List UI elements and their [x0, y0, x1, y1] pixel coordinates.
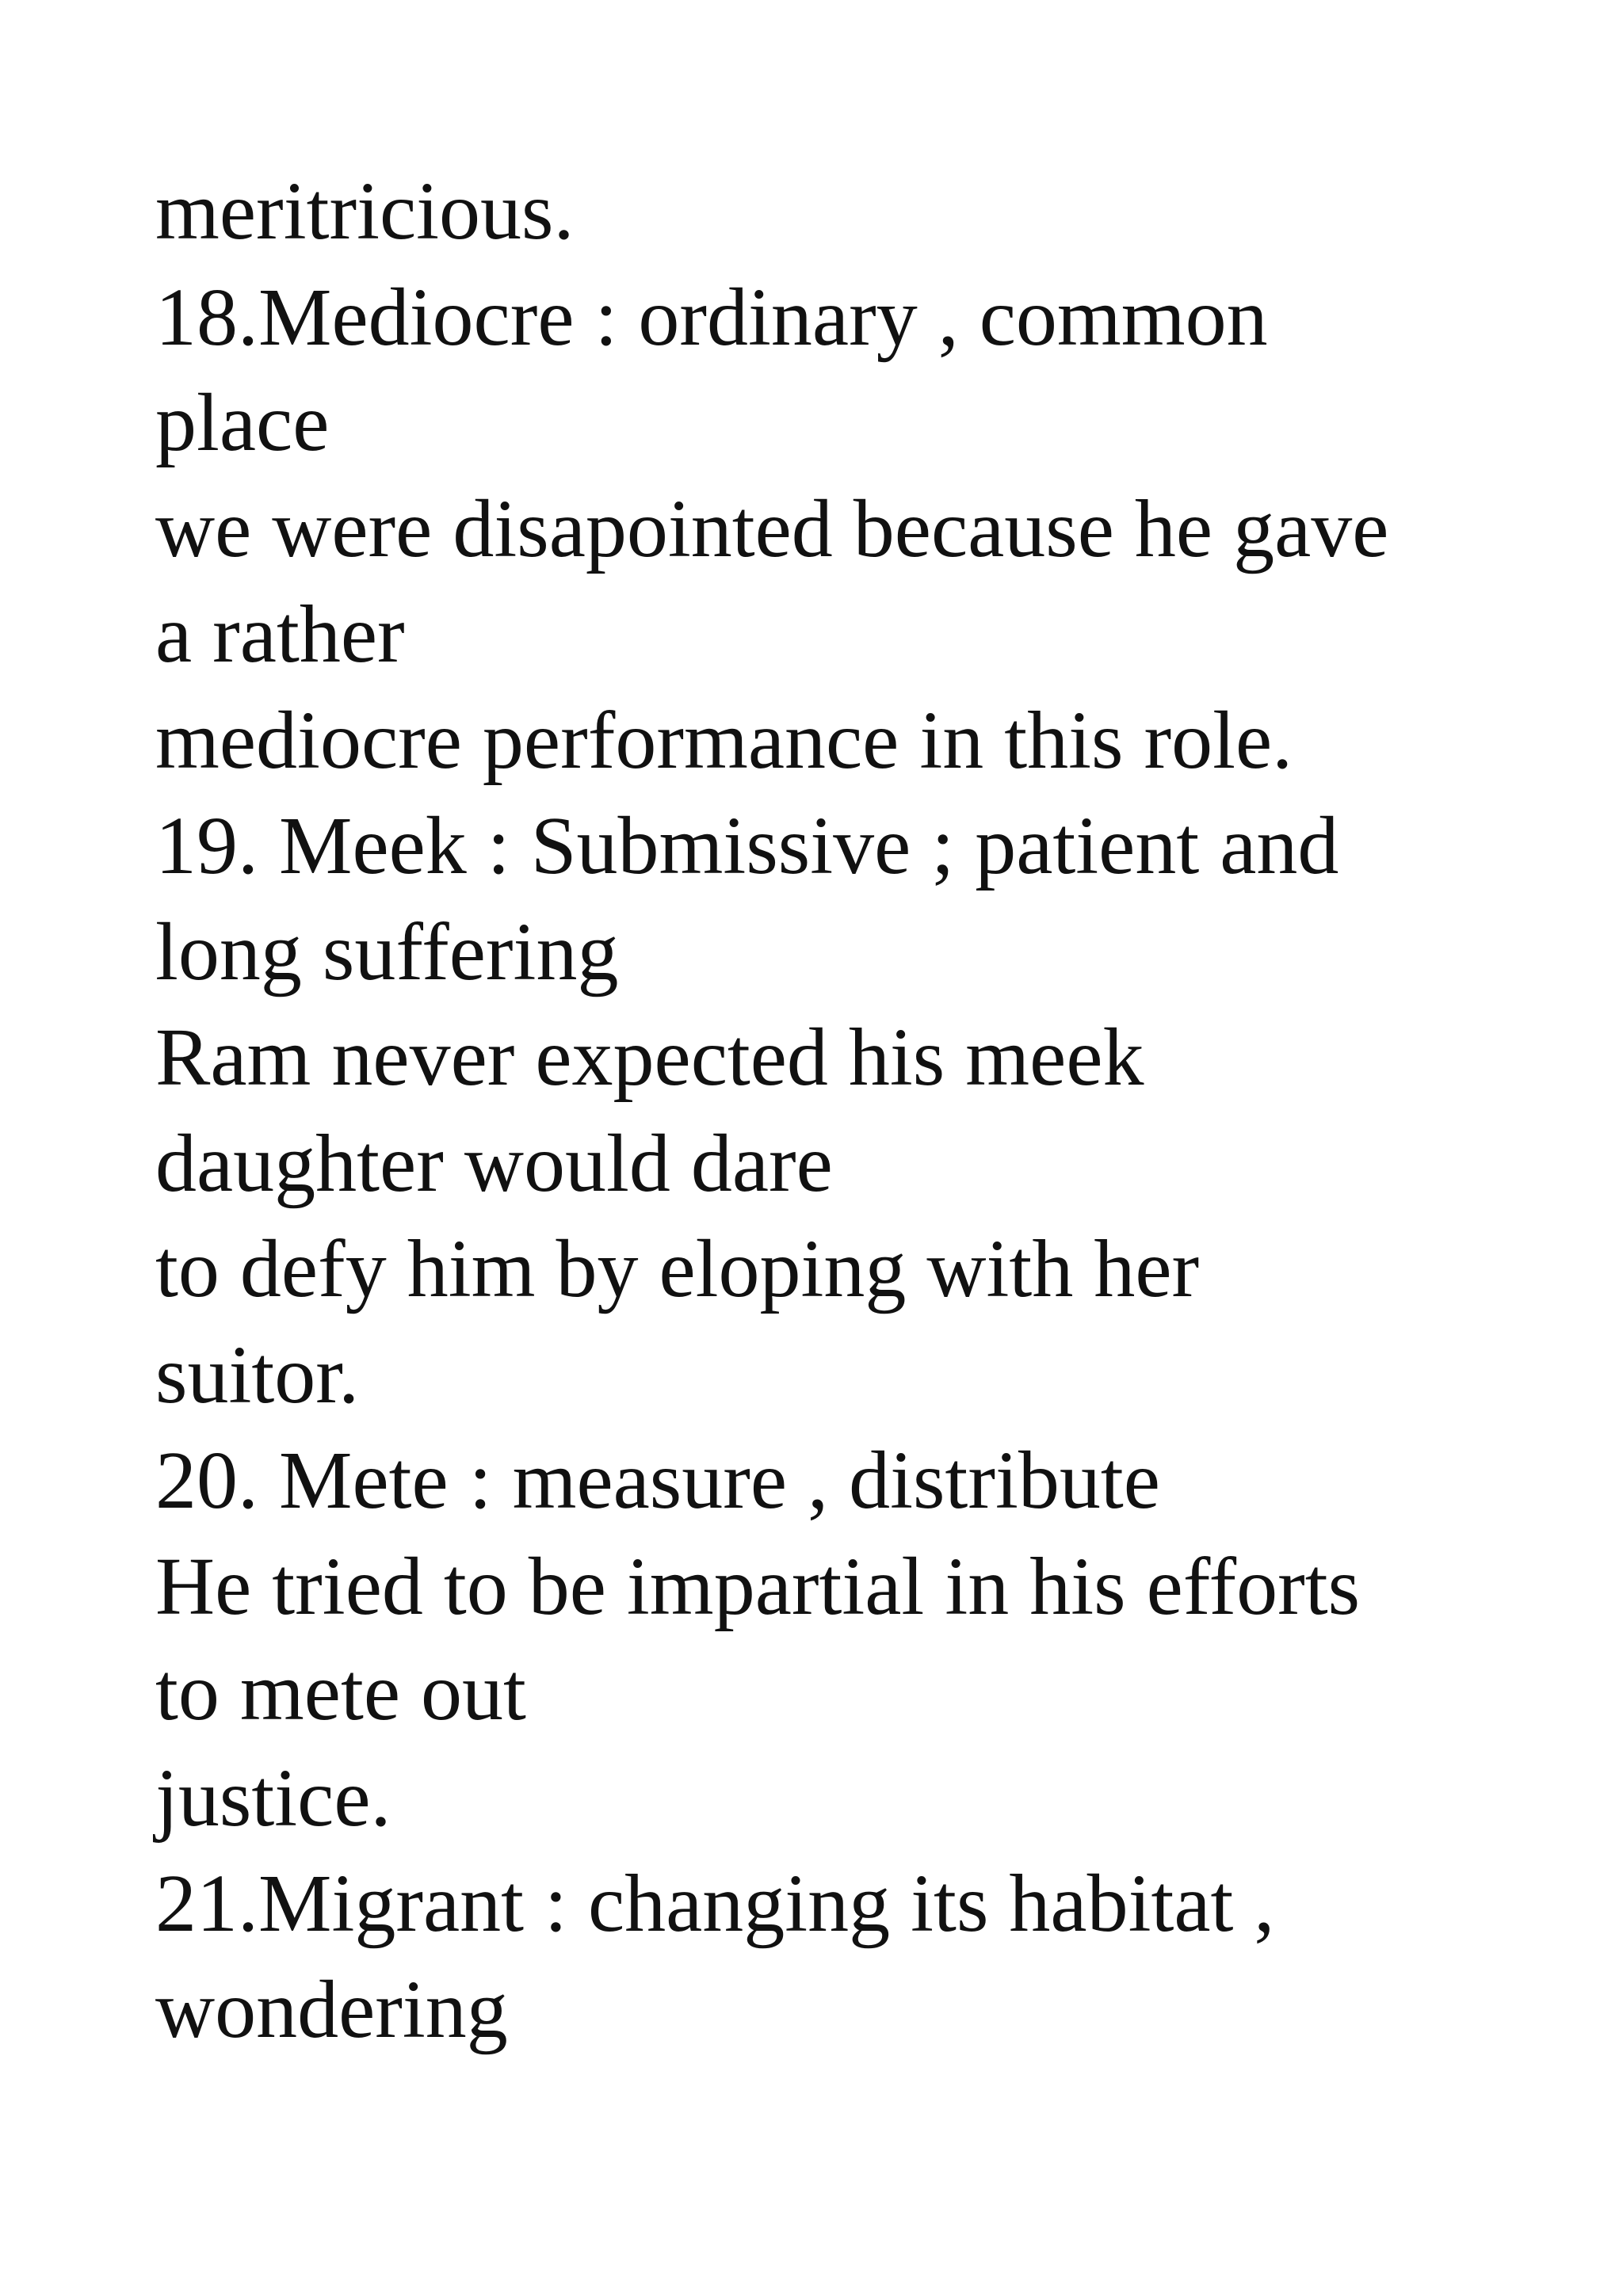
text-line: place: [155, 377, 330, 468]
text-line: we were disapointed because he gave: [155, 482, 1389, 574]
text-line: mediocre performance in this role.: [155, 694, 1293, 786]
text-line: He tried to be impartial in his efforts: [155, 1540, 1361, 1632]
document-text: [155, 158, 1582, 2062]
text-line: a rather: [155, 589, 405, 680]
text-line: meritricious.: [155, 166, 575, 257]
text-line: to mete out: [155, 1646, 526, 1737]
text-line: 20. Mete : measure , distribute: [155, 1435, 1160, 1526]
text-line: Ram never expected his meek: [155, 1012, 1144, 1103]
text-line: 18.Mediocre : ordinary , common: [155, 271, 1268, 363]
text-line: 19. Meek : Submissive ; patient and: [155, 800, 1339, 891]
text-line: suitor.: [155, 1329, 360, 1421]
text-line: to defy him by eloping with her: [155, 1223, 1200, 1314]
text-line: wondering: [155, 1963, 508, 2055]
text-line: 21.Migrant : changing its habitat ,: [155, 1858, 1275, 1949]
text-line: justice.: [155, 1752, 391, 1844]
text-line: long suffering: [155, 906, 619, 997]
text-line: daughter would dare: [155, 1117, 833, 1209]
